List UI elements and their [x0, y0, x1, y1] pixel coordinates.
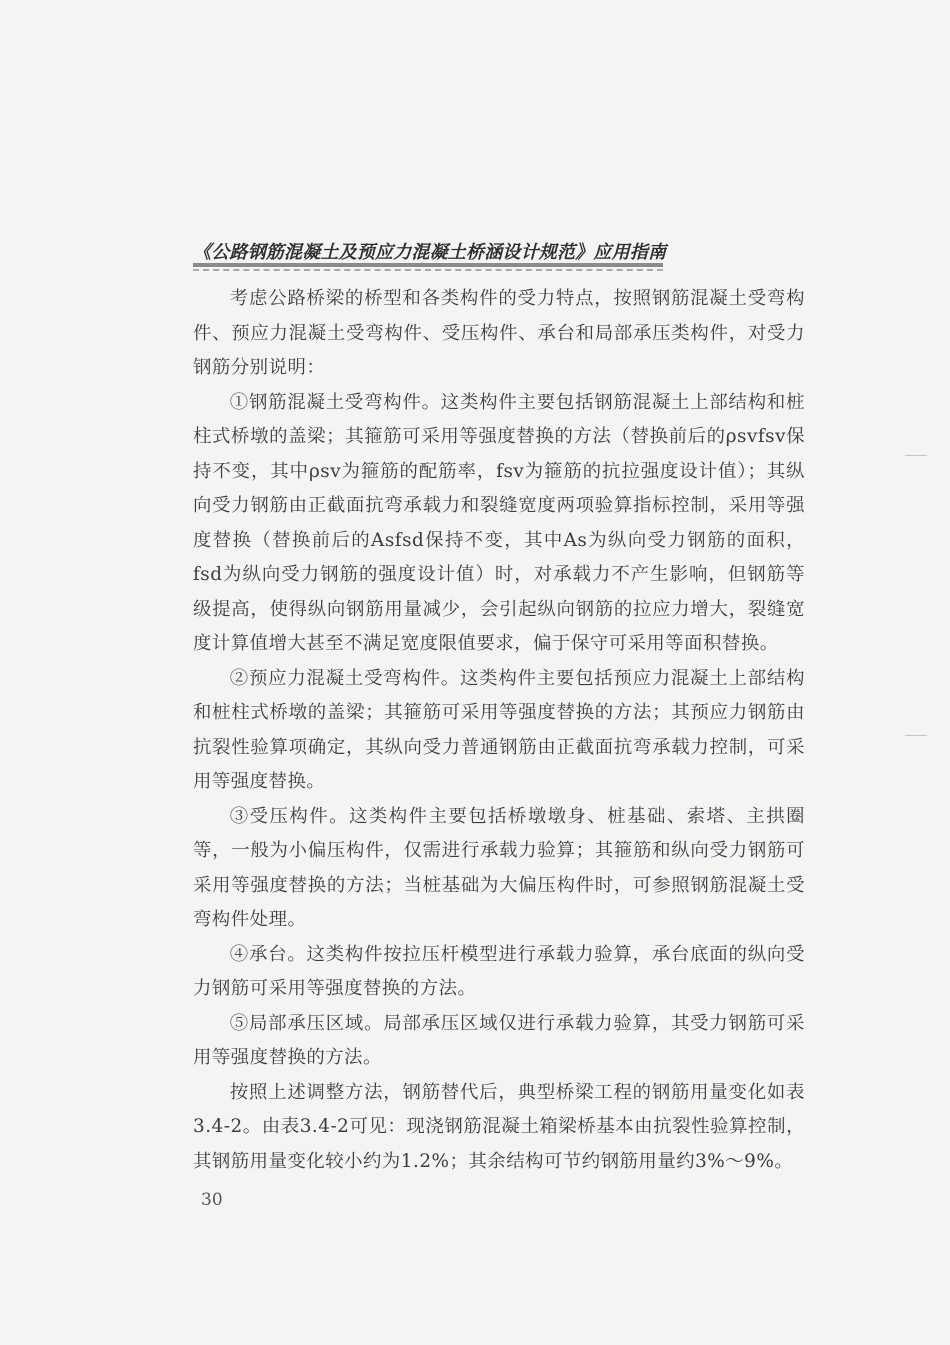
- running-header: 《公路钢筋混凝土及预应力混凝土桥涵设计规范》应用指南: [193, 242, 667, 263]
- paragraph-item-5: ⑤局部承压区域。局部承压区域仅进行承载力验算，其受力钢筋可采用等强度替换的方法。: [193, 1012, 805, 1068]
- paragraph-intro: 考虑公路桥梁的桥型和各类构件的受力特点，按照钢筋混凝土受弯构件、预应力混凝土受弯构件、受压构件、承台和局部承压类构件，对受力钢筋分别说明：: [193, 288, 805, 378]
- header-rule-dashed: [193, 269, 663, 271]
- paragraph-item-1: ①钢筋混凝土受弯构件。这类构件主要包括钢筋混凝土上部结构和桩柱式桥墩的盖梁；其箍筋可采用等强度替换的方法（替换前后的ρsvfsv保持不变，其中ρsv为箍筋的配筋率，fsv为箍筋的抗拉强度设计值）；其纵向受力钢筋由正截面抗弯承载力和裂缝宽度两项验算指标控制，采用等强度替换（替换前后的Asfsd保持不变，其中As为纵向受力钢筋的面积，fsd为纵向受力钢筋的强度设计值）时，对承载力不产生影响，但钢筋等级提高，使得纵向钢筋用量减少，会引起纵向钢筋的拉应力增大，裂缝宽度计算值增大甚至不满足宽度限值要求，偏于保守可采用等面积替换。: [193, 391, 805, 654]
- paragraph-item-2: ②预应力混凝土受弯构件。这类构件主要包括预应力混凝土上部结构和桩柱式桥墩的盖梁；其箍筋可采用等强度替换的方法；其预应力钢筋由抗裂性验算项确定，其纵向受力普通钢筋由正截面抗弯承载力控制，可采用等强度替换。: [193, 667, 805, 792]
- header-rule-thick: [193, 263, 663, 267]
- page-number: 30: [201, 1190, 223, 1210]
- paragraph-item-4: ④承台。这类构件按拉压杆模型进行承载力验算，承台底面的纵向受力钢筋可采用等强度替换的方法。: [193, 943, 805, 999]
- edge-mark: [905, 735, 927, 736]
- body-text: [193, 282, 805, 1179]
- edge-mark: [905, 455, 927, 456]
- paragraph-conclusion: 按照上述调整方法，钢筋替代后，典型桥梁工程的钢筋用量变化如表3.4-2。由表3.4-2可见：现浇钢筋混凝土箱梁桥基本由抗裂性验算控制，其钢筋用量变化较小约为1.2%；其余结构可节约钢筋用量约3%～9%。: [193, 1081, 805, 1172]
- paragraph-item-3: ③受压构件。这类构件主要包括桥墩墩身、桩基础、索塔、主拱圈等，一般为小偏压构件，仅需进行承载力验算；其箍筋和纵向受力钢筋可采用等强度替换的方法；当桩基础为大偏压构件时，可参照钢筋混凝土受弯构件处理。: [193, 805, 805, 930]
